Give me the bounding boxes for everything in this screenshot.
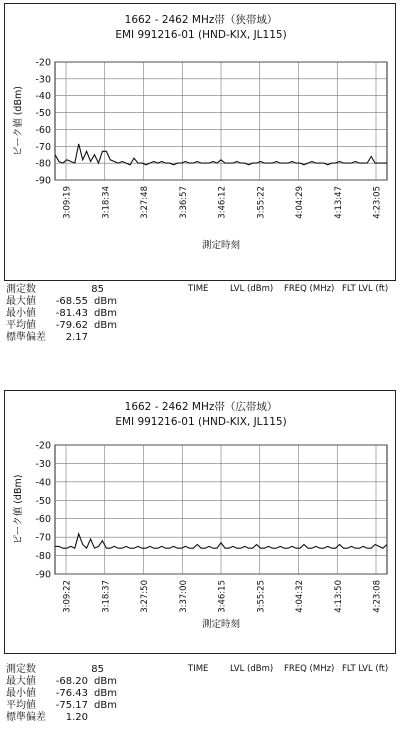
x-tick-label: 3:09:22 — [62, 580, 73, 613]
stat-std-label: 標準偏差 — [6, 712, 46, 723]
table-header-lvl: LVL (dBm) — [230, 664, 274, 674]
stat-min-unit: dBm — [94, 308, 117, 319]
x-tick-label: 3:18:34 — [101, 186, 112, 219]
y-tick-label: -40 — [35, 91, 51, 103]
stat-avg-unit: dBm — [94, 700, 117, 711]
y-tick-label: -30 — [35, 458, 51, 470]
stat-std-value: 1.20 — [65, 712, 88, 723]
stat-min-value: -81.43 — [55, 308, 88, 319]
stat-count-value: 85 — [91, 664, 104, 675]
table-header-time: TIME — [188, 284, 209, 294]
stat-avg-value: -75.17 — [55, 700, 88, 711]
x-tick-label: 3:18:37 — [101, 580, 112, 613]
table-header-freq: FREQ (MHz) — [284, 284, 335, 294]
y-tick-label: -40 — [35, 477, 51, 489]
x-tick-label: 3:27:50 — [140, 580, 150, 613]
stat-max-unit: dBm — [94, 296, 117, 307]
x-tick-label: 3:55:22 — [256, 186, 267, 219]
x-tick-label: 4:04:29 — [295, 186, 305, 219]
y-tick-label: -80 — [35, 551, 51, 563]
y-tick-label: -70 — [35, 532, 51, 544]
x-tick-label: 3:46:15 — [217, 580, 228, 613]
chart-title: 1662 - 2462 MHz帯（広帯域） — [124, 401, 278, 413]
stat-max-label: 最大値 — [6, 676, 36, 687]
panel-narrowband — [0, 0, 400, 368]
stat-avg-unit: dBm — [94, 320, 117, 331]
table-header-flt: FLT LVL (ft) — [342, 284, 389, 294]
table-header-flt: FLT LVL (ft) — [342, 664, 389, 674]
x-axis-label: 測定時刻 — [201, 240, 241, 251]
chart-frame — [4, 390, 396, 654]
table-header-lvl: LVL (dBm) — [230, 284, 274, 294]
y-tick-label: -30 — [35, 74, 51, 86]
y-tick-label: -90 — [35, 175, 51, 187]
y-tick-label: -60 — [35, 514, 51, 526]
x-tick-label: 3:27:48 — [140, 186, 150, 219]
chart-svg — [5, 391, 395, 651]
y-tick-label: -80 — [35, 158, 51, 170]
x-tick-label: 3:55:25 — [256, 580, 267, 613]
y-tick-label: -20 — [35, 440, 51, 452]
stats-block — [6, 664, 396, 734]
chart-title: 1662 - 2462 MHz帯（狭帯域） — [124, 14, 278, 26]
stat-max-label: 最大値 — [6, 296, 36, 307]
y-tick-label: -50 — [35, 495, 51, 507]
x-tick-label: 4:23:08 — [372, 580, 383, 613]
y-tick-label: -90 — [35, 569, 51, 581]
stat-min-label: 最小値 — [6, 308, 36, 319]
stat-count-label: 測定数 — [6, 664, 36, 675]
panel-wideband — [0, 388, 400, 737]
stat-min-unit: dBm — [94, 688, 117, 699]
x-tick-label: 3:37:00 — [178, 580, 189, 613]
y-tick-label: -60 — [35, 124, 51, 136]
stat-min-value: -76.43 — [55, 688, 88, 699]
chart-svg — [5, 4, 395, 278]
stat-std-value: 2.17 — [65, 332, 88, 343]
chart-frame — [4, 3, 396, 281]
y-tick-label: -20 — [35, 57, 51, 69]
stat-std-label: 標準偏差 — [6, 332, 46, 343]
stat-avg-value: -79.62 — [55, 320, 88, 331]
x-axis-label: 測定時刻 — [201, 619, 241, 630]
stat-avg-label: 平均値 — [6, 320, 36, 331]
stat-avg-label: 平均値 — [6, 700, 36, 711]
x-tick-label: 4:13:47 — [333, 186, 344, 219]
y-tick-label: -50 — [35, 108, 51, 120]
stat-count-label: 測定数 — [6, 284, 36, 295]
stats-block — [6, 284, 396, 354]
table-header-freq: FREQ (MHz) — [284, 664, 335, 674]
x-tick-label: 4:23:05 — [372, 186, 383, 219]
chart-subtitle: EMI 991216-01 (HND-KIX, JL115) — [115, 416, 287, 428]
x-tick-label: 3:36:57 — [178, 186, 189, 219]
stat-max-unit: dBm — [94, 676, 117, 687]
stat-count-value: 85 — [91, 284, 104, 295]
y-axis-label: ピーク値 (dBm) — [13, 474, 24, 545]
x-tick-label: 3:09:19 — [62, 186, 73, 219]
chart-subtitle: EMI 991216-01 (HND-KIX, JL115) — [115, 29, 287, 41]
stat-max-value: -68.20 — [55, 676, 88, 687]
x-tick-label: 4:04:32 — [295, 580, 305, 613]
x-tick-label: 3:46:12 — [217, 186, 228, 219]
y-tick-label: -70 — [35, 141, 51, 153]
y-axis-label: ピーク値 (dBm) — [13, 86, 24, 156]
stat-min-label: 最小値 — [6, 688, 36, 699]
table-header-time: TIME — [188, 664, 209, 674]
x-tick-label: 4:13:50 — [333, 580, 344, 613]
stat-max-value: -68.55 — [55, 296, 88, 307]
